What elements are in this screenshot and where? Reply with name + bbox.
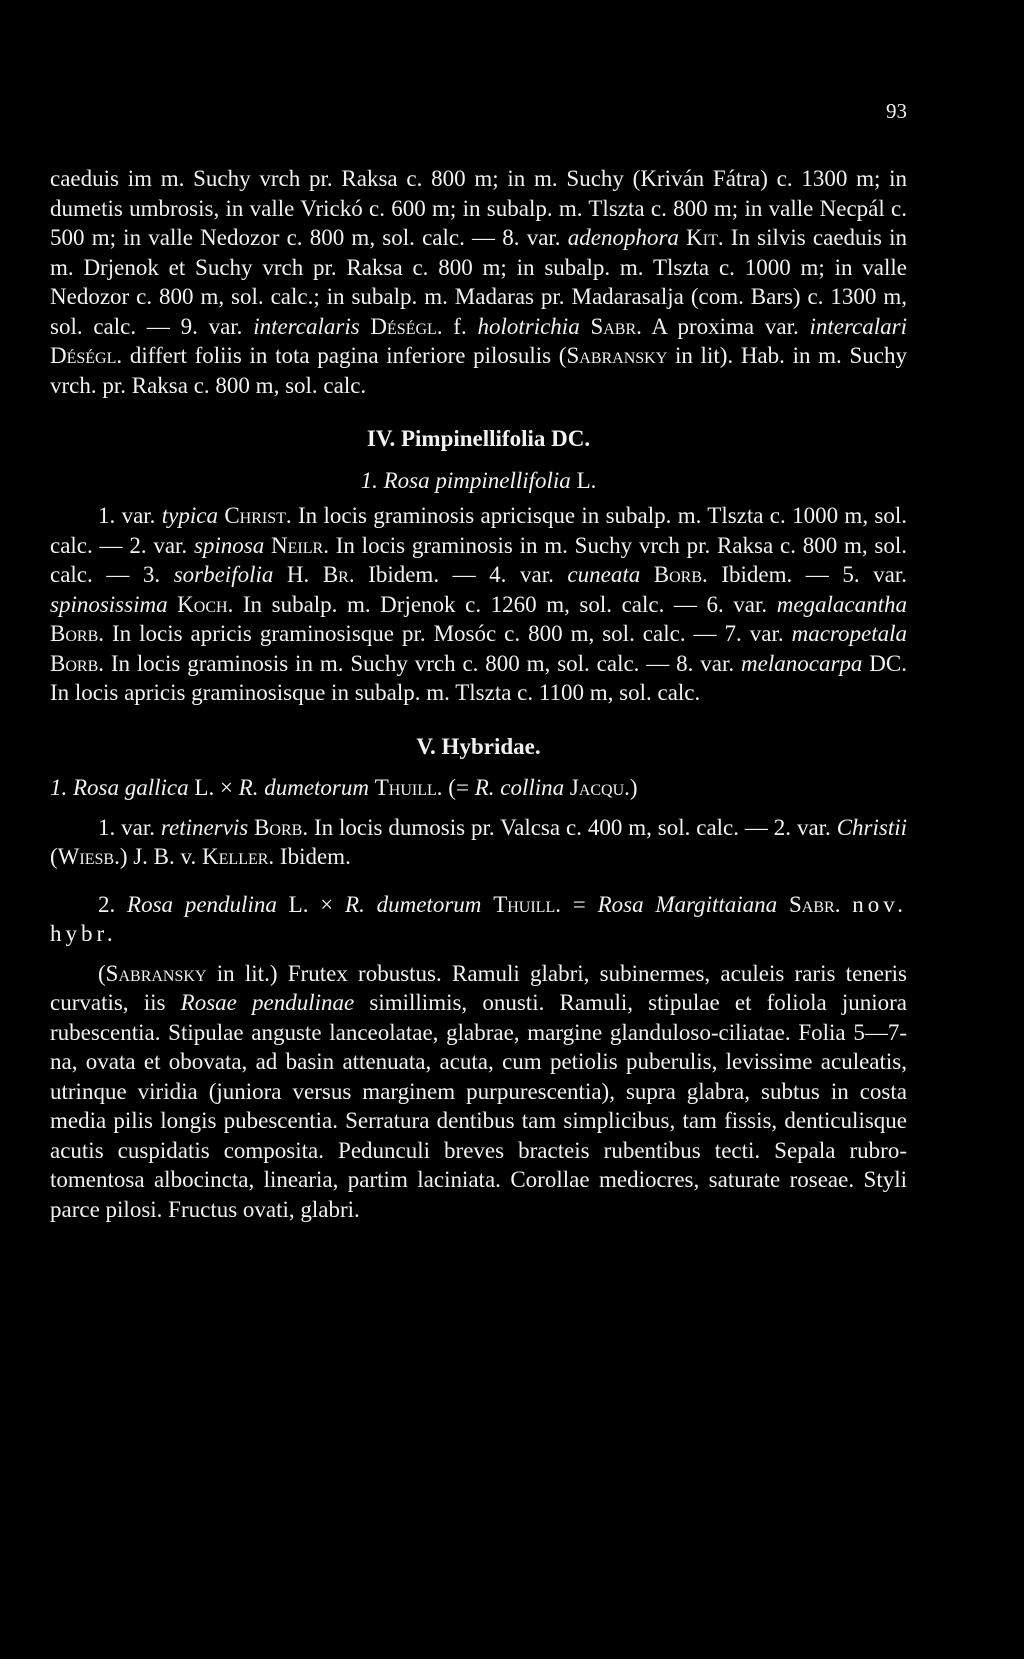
paragraph-continuation: caeduis im m. Suchy vrch pr. Raksa c. 800 m; in m. Suchy (Kriván Fátra) c. 1300 m; in dumetis umbrosis, in valle Vrickó c. 600 m; in subalp. m. Tlszta c. 800 m; in valle Necpál c. 500 m; in valle Nedozor c. 800 m, sol. calc. — 8. var. adenophora Kit. In silvis caeduis in m. Drjenok et Suchy vrch pr. Raksa c. 800 m; in subalp. m. Tlszta c. 1000 m; in valle Nedozor c. 800 m, sol. calc.; in subalp. m. Madaras pr. Madarasalja (com. Bars) c. 1300 m, sol. calc. — 9. var. intercalaris Déségl. f. holotrichia Sabr. A proxima var. intercalari Déségl. differt foliis in tota pagina inferiore pilosulis (Sabransky in lit). Hab. in m. Suchy vrch. pr. Raksa c. 800 m, sol. calc. [50, 166, 907, 398]
species-title-rosa-pimpinellifolia: 1. Rosa pimpinellifolia L. [360, 467, 597, 493]
page-number: 93 [886, 99, 907, 123]
paragraph-description-margittaiana: (Sabransky in lit.) Frutex robustus. Ramuli glabri, subinermes, aculeis raris teneris curvatis, iis Rosae pendulinae simillimis, onusti. Ramuli, stipulae et foliola juniora rubescentia. Stipulae anguste lanceolatae, glabrae, margine glanduloso-ciliatae. Folia 5—7-na, ovata et obovata, ad basin attenuata, acuta, cum petiolis puberulis, levissime aculeatis, utrinque viridia (juniora versus marginem purpurescentia), supra glabra, subtus in costa media pilis longis pubescentia. Serratura dentibus tam simplicibus, tam fissis, denticulisque acutis cuspidatis composita. Pedunculi breves bracteis rubentibus tecti. Sepala rubro-tomentosa albocincta, linearia, partim laciniata. Corollae mediocres, saturate roseae. Styli parce pilosi. Fructus ovati, glabri. [50, 960, 908, 1222]
hybrid-title-gallica-dumetorum: 1. Rosa gallica L. × R. dumetorum Thuill. (= R. collina Jacqu.) [50, 775, 638, 800]
section-heading-pimpinellifolia: IV. Pimpinellifolia DC. [366, 426, 591, 451]
section-heading-hybridae: V. Hybridae. [416, 733, 541, 759]
page-content [50, 164, 907, 1224]
paragraph-varieties-gallica: 1. var. retinervis Borb. In locis dumosis pr. Valcsa c. 400 m, sol. calc. — 2. var. Christii (Wiesb.) J. B. v. Keller. Ibidem. [50, 814, 907, 869]
hybrid-title-pendulina-dumetorum: 2. Rosa pendulina L. × R. dumetorum Thuill. = Rosa Margittaiana Sabr. nov. hybr. [50, 891, 907, 946]
paragraph-varieties-pimpinellifolia: 1. var. typica Christ. In locis graminosis apricisque in subalp. m. Tlszta c. 1000 m, sol. calc. — 2. var. spinosa Neilr. In locis graminosis in m. Suchy vrch pr. Raksa c. 800 m, sol. calc. — 3. sorbeifolia H. Br. Ibidem. — 4. var. cuneata Borb. Ibidem. — 5. var. spinosissima Koch. In subalp. m. Drjenok c. 1260 m, sol. calc. — 6. var. megalacantha Borb. In locis apricis graminosisque pr. Mosóc c. 800 m, sol. calc. — 7. var. macropetala Borb. In locis graminosis in m. Suchy vrch c. 800 m, sol. calc. — 8. var. melanocarpa DC. In locis apricis graminosisque in subalp. m. Tlszta c. 1100 m, sol. calc. [50, 503, 908, 705]
